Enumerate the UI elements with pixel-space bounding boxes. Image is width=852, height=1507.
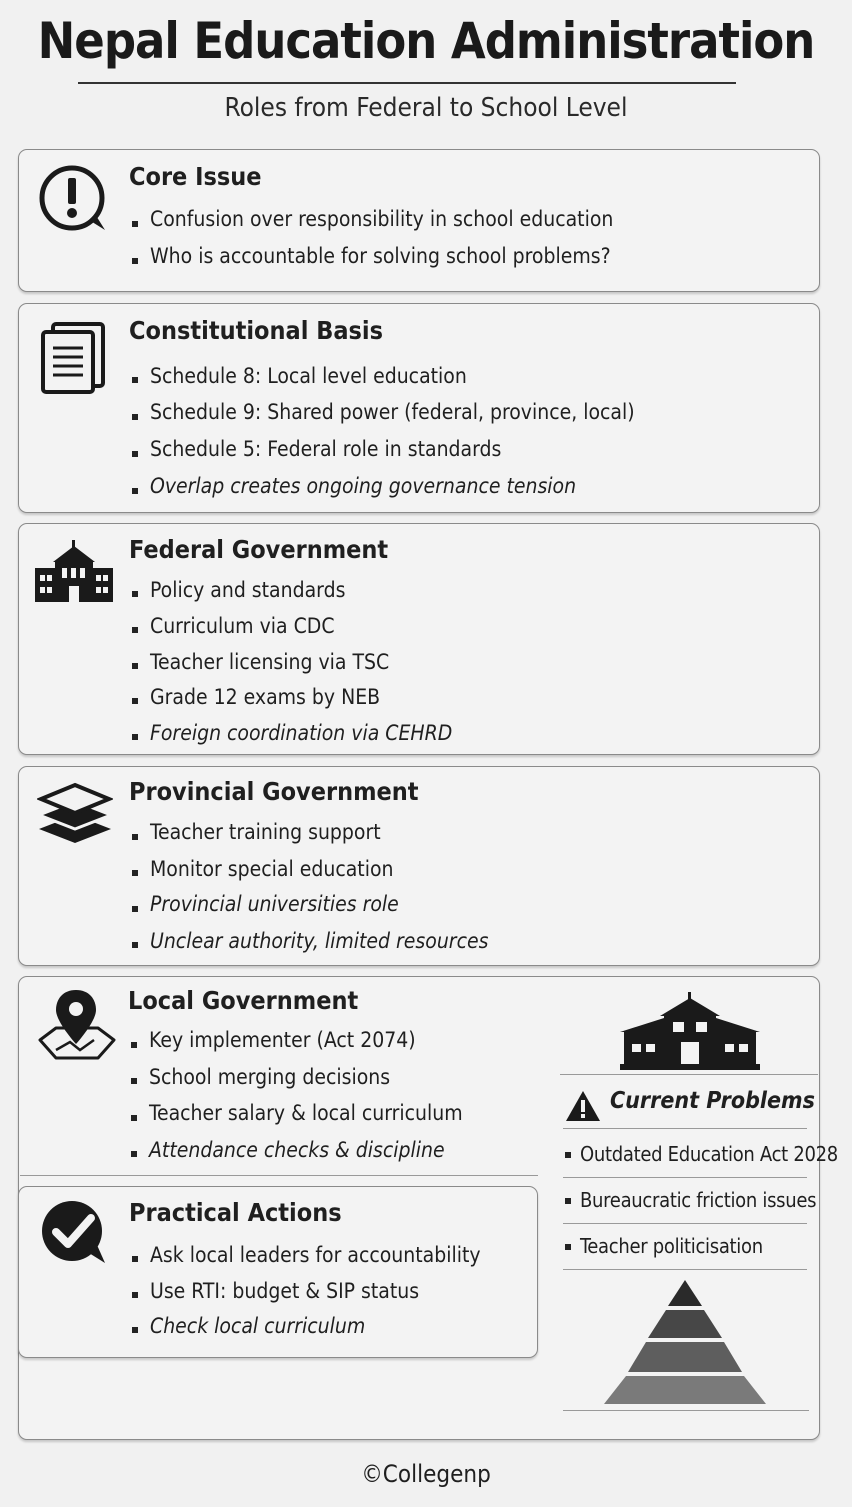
title-divider xyxy=(78,82,736,84)
list-item: Monitor special education xyxy=(131,855,488,890)
problems-bottom-divider xyxy=(563,1410,809,1411)
footer-credit: ©Collegenp xyxy=(361,1460,491,1488)
list-item: Teacher salary & local curriculum xyxy=(130,1099,463,1136)
local-government-list xyxy=(130,1026,463,1172)
provincial-government-list xyxy=(131,818,488,963)
list-item: Who is accountable for solving school problems? xyxy=(131,242,613,279)
practical-actions-title: Practical Actions xyxy=(129,1198,342,1227)
list-item: Check local curriculum xyxy=(131,1312,481,1348)
problems-title-divider xyxy=(563,1128,807,1129)
constitutional-basis-list xyxy=(131,362,635,509)
list-item: Foreign coordination via CEHRD xyxy=(131,719,452,755)
current-problems-title: Current Problems xyxy=(610,1088,815,1114)
federal-government-list xyxy=(131,576,452,755)
list-item: Provincial universities role xyxy=(131,890,488,927)
warning-icon xyxy=(565,1090,601,1122)
list-item: Grade 12 exams by NEB xyxy=(131,683,452,719)
core-issue-list xyxy=(131,205,613,279)
government-building-icon xyxy=(33,538,115,604)
provincial-government-title: Provincial Government xyxy=(129,777,419,806)
map-pin-icon xyxy=(36,988,118,1064)
practical-actions-list xyxy=(131,1241,481,1348)
document-icon xyxy=(39,320,109,396)
list-item: Teacher training support xyxy=(131,818,488,855)
page-subtitle: Roles from Federal to School Level xyxy=(224,93,628,123)
constitutional-basis-title: Constitutional Basis xyxy=(129,316,384,345)
list-item: Teacher licensing via TSC xyxy=(131,648,452,683)
list-item: Use RTI: budget & SIP status xyxy=(131,1277,481,1312)
federal-government-title: Federal Government xyxy=(129,535,389,564)
local-government-divider xyxy=(20,1175,538,1176)
pyramid-icon xyxy=(600,1280,770,1406)
list-item: Confusion over responsibility in school education xyxy=(131,205,613,242)
layers-icon xyxy=(37,781,113,847)
list-item: Teacher politicisation xyxy=(563,1224,807,1270)
school-building-icon xyxy=(620,992,762,1072)
core-issue-title: Core Issue xyxy=(129,162,262,191)
list-item: School merging decisions xyxy=(130,1063,463,1099)
list-item: Attendance checks & discipline xyxy=(130,1136,463,1172)
list-item: Outdated Education Act 2028 xyxy=(563,1132,807,1178)
list-item: Schedule 8: Local level education xyxy=(131,362,635,398)
current-problems-list xyxy=(563,1132,838,1270)
list-item: Bureaucratic friction issues xyxy=(563,1178,807,1224)
local-government-title: Local Government xyxy=(128,986,359,1015)
list-item: Curriculum via CDC xyxy=(131,612,452,648)
problems-top-divider xyxy=(560,1074,818,1075)
list-item: Policy and standards xyxy=(131,576,452,612)
list-item: Schedule 9: Shared power (federal, province, local) xyxy=(131,398,635,435)
provincial-government-card xyxy=(18,766,820,966)
exclamation-bubble-icon xyxy=(37,164,109,236)
constitutional-basis-card xyxy=(18,303,820,513)
list-item: Overlap creates ongoing governance tension xyxy=(131,472,635,509)
core-issue-card xyxy=(18,149,820,292)
practical-actions-card xyxy=(18,1186,538,1358)
list-item: Unclear authority, limited resources xyxy=(131,927,488,963)
checkmark-bubble-icon xyxy=(39,1199,109,1265)
list-item: Schedule 5: Federal role in standards xyxy=(131,435,635,472)
federal-government-card xyxy=(18,523,820,755)
page-title: Nepal Education Administration xyxy=(37,12,815,70)
list-item: Key implementer (Act 2074) xyxy=(130,1026,463,1063)
list-item: Ask local leaders for accountability xyxy=(131,1241,481,1277)
